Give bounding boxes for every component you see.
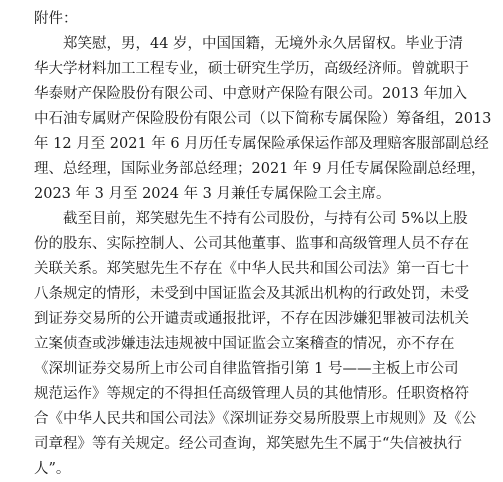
paragraph-biography bbox=[34, 32, 492, 207]
text-line: 到证券交易所的公开谴责或通报批评，不存在因涉嫌犯罪被司法机关 bbox=[34, 311, 469, 327]
text-line: 人”。 bbox=[34, 461, 71, 477]
text-line: 理、总经理，国际业务部总经理；2021 年 9 月任专属保险副总经理， bbox=[34, 161, 486, 177]
text-line: 份的股东、实际控制人、公司其他董事、监事和高级管理人员不存在 bbox=[34, 236, 469, 252]
text-line: 截至目前，郑笑慰先生不持有公司股份，与持有公司 5%以上股 bbox=[63, 211, 468, 227]
text-line: 《深圳证券交易所上市公司自律监管指引第 1 号——主板上市公司 bbox=[34, 361, 459, 377]
paragraph-compliance bbox=[34, 207, 483, 482]
text-line: 立案侦查或涉嫌违法违规被中国证监会立案稽查的情况，亦不存在 bbox=[34, 336, 455, 352]
text-line: 司章程》等有关规定。经公司查询，郑笑慰先生不属于“失信被执行 bbox=[34, 436, 462, 452]
text-line: 规范运作》等规定的不得担任高级管理人员的其他情形。任职资格符 bbox=[34, 386, 469, 402]
text-line: 中石油专属财产保险股份有限公司（以下简称专属保险）筹备组，2013 bbox=[34, 111, 492, 127]
text-line: 关联关系。郑笑慰先生不存在《中华人民共和国公司法》第一百七十 bbox=[34, 261, 469, 277]
text-line: 华泰财产保险股份有限公司、中意财产保险有限公司。2013 年加入 bbox=[34, 86, 468, 102]
text-line: 华大学材料加工工程专业，硕士研究生学历，高级经济师。曾就职于 bbox=[34, 61, 469, 77]
text-line: 年 12 月至 2021 年 6 月历任专属保险承保运作部及理赔客服部副总经 bbox=[34, 136, 489, 152]
text-line: 合《中华人民共和国公司法》《深圳证券交易所股票上市规则》及《公 bbox=[34, 411, 477, 427]
text-line: 八条规定的情形，未受到中国证监会及其派出机构的行政处罚，未受 bbox=[34, 286, 469, 302]
attachment-heading: 附件： bbox=[34, 11, 78, 27]
text-line: 2023 年 3 月至 2024 年 3 月兼任专属保险工会主席。 bbox=[34, 186, 391, 202]
text-line: 郑笑慰，男，44 岁，中国国籍，无境外永久居留权。毕业于清 bbox=[63, 36, 464, 52]
